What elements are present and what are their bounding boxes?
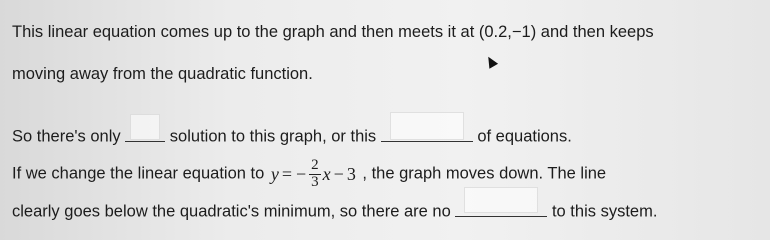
line3-text-after: of equations. [472,127,572,146]
fraction-numerator: 2 [311,157,319,173]
text-line-3 [12,124,572,147]
eq-fraction [309,158,321,191]
eq-equals: = [281,163,293,184]
text-line-1 [12,23,654,42]
fraction-denominator: 3 [311,173,319,190]
answer-blank-2[interactable] [381,124,473,142]
answer-box-2[interactable] [390,112,464,140]
line4-text-before: If we change the linear equation to [12,164,269,183]
line1-text-after: and then keeps [536,23,654,41]
line4-text-after: , the graph moves down. The line [357,164,607,183]
point-coordinate: (0.2,−1) [478,23,537,41]
line3-text-middle: solution to this graph, or this [165,127,381,146]
eq-lhs: y [270,163,279,184]
answer-blank-1[interactable] [125,124,165,142]
linear-equation [271,158,356,191]
eq-variable: x [322,163,331,184]
eq-constant: 3 [346,163,356,184]
text-line-4 [12,158,606,191]
answer-box-1[interactable] [130,114,160,140]
line2-text: moving away from the quadratic function. [12,65,313,83]
text-line-5 [12,199,657,222]
text-line-2 [12,65,313,84]
mouse-cursor-icon [484,54,498,69]
line1-text-before: This linear equation comes up to the graph and then meets it at [12,23,479,41]
answer-box-3[interactable] [464,187,538,213]
line3-text-before: So there's only [12,127,126,146]
line5-text-after: to this system. [547,202,658,221]
eq-minus: − [333,163,344,184]
eq-sign: − [296,163,307,184]
answer-blank-3[interactable] [455,199,547,217]
line5-text-before: clearly goes below the quadratic's minimum, so there are no [12,202,456,221]
